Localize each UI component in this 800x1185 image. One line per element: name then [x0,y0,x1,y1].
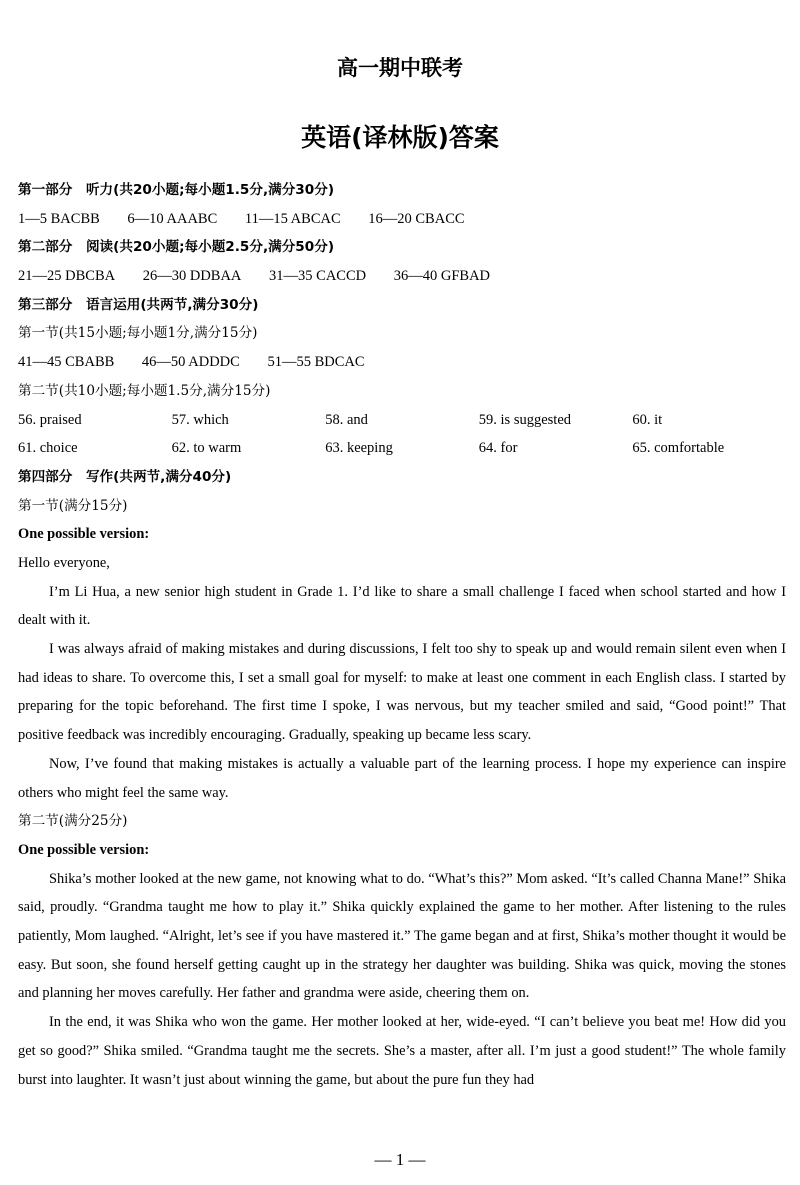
part4-section1-essay [18,520,786,807]
answer-content [18,176,786,1094]
part3-section1-heading: 第一节(共15小题;每小题1分,满分15分) [18,325,258,342]
part3-section2-row2 [18,434,786,463]
answer-group: 26—30 DDBAA [142,268,242,285]
essay-paragraph: Now, I’ve found that making mistakes is actually a valuable part of the learning process. I hope my experience can inspire others who might feel the same way. [18,755,786,801]
answer-item: 57. which [171,411,229,428]
essay-paragraph: Shika’s mother looked at the new game, not knowing what to do. “What’s this?” Mom asked. “It’s called Channa Mane!” Shika said, proudly. “Grandma taught me how to play it.” Shika quickly explained the game to her mother. After listening to the rules patiently, Mom laughed. “Alright, let’s see if you have mastered it.” The game began and at first, Shika’s mother thought it would be easy. But soon, she found herself getting caught up in the strategy her daughter was building. Shika was quick, moving the stones and planning her moves carefully. Her father and grandma were aside, cheering them on. [18,870,786,1002]
answer-item: 59. is suggested [478,411,572,428]
page-subtitle: 英语(译林版)答案 [301,123,499,152]
part4-section2-essay [18,836,786,1094]
answer-group: 16—20 CBACC [368,210,465,227]
sample-version-label: One possible version: [18,841,150,858]
answer-group: 11—15 ABCAC [244,210,341,227]
part3-section2-heading: 第二节(共10小题;每小题1.5分,满分15分) [18,382,271,399]
page-title: 高一期中联考 [337,56,463,80]
sample-version-label: One possible version: [18,526,150,543]
answer-item: 62. to warm [171,440,242,457]
answer-group: 36—40 GFBAD [393,268,491,285]
answer-group: 31—35 CACCD [269,268,367,285]
answer-item: 60. it [632,411,663,428]
answer-group: 21—25 DBCBA [18,268,116,285]
answer-group: 1—5 BACBB [18,210,100,227]
answer-item: 61. choice [18,440,78,457]
essay-greeting: Hello everyone, [18,554,110,571]
part3-section2-row1 [18,406,786,435]
part2-heading: 第二部分 阅读(共20小题;每小题2.5分,满分50分) [18,239,335,256]
part4-section2-heading: 第二节(满分25分) [18,813,128,830]
part1-answers [18,205,786,234]
answer-group: 41—45 CBABB [18,354,115,371]
answer-item: 64. for [478,440,518,457]
answer-item: 65. comfortable [632,440,725,457]
essay-paragraph: In the end, it was Shika who won the game. Her mother looked at her, wide-eyed. “I can’t believe you beat me! How did you get so good?” Shika smiled. “Grandma taught me the secrets. She’s a master, after all. I’m just a good student!” The whole family burst into laughter. It wasn’t just about winning the game, but about the pure fun they had [18,1014,786,1088]
answer-item: 58. and [325,411,368,428]
part1-heading: 第一部分 听力(共20小题;每小题1.5分,满分30分) [18,182,335,198]
part4-heading: 第四部分 写作(共两节,满分40分) [18,468,232,485]
answer-item: 63. keeping [325,440,393,457]
answer-item: 56. praised [18,411,82,428]
part4-section1-heading: 第一节(满分15分) [18,497,128,514]
part3-section1-answers [18,348,786,377]
essay-paragraph: I was always afraid of making mistakes and during discussions, I felt too shy to speak up and would remain silent even when I had ideas to share. To overcome this, I set a small goal for myself: to make at least one comment in each English class. I started by preparing for the topic beforehand. The first time I spoke, I was nervous, but my teacher smiled and said, “Good point!” That positive feedback was incredibly encouraging. Gradually, speaking up became less scary. [18,641,786,744]
answer-group: 51—55 BDCAC [267,354,365,371]
answer-group: 46—50 ADDDC [141,354,240,371]
essay-paragraph: I’m Li Hua, a new senior high student in Grade 1. I’d like to share a small challenge I faced when school started and how I dealt with it. [18,583,786,629]
page-number: — 1 — [374,1150,426,1169]
answer-group: 6—10 AAABC [127,210,218,227]
part3-heading: 第三部分 语言运用(共两节,满分30分) [18,296,259,313]
part2-answers [18,262,786,291]
